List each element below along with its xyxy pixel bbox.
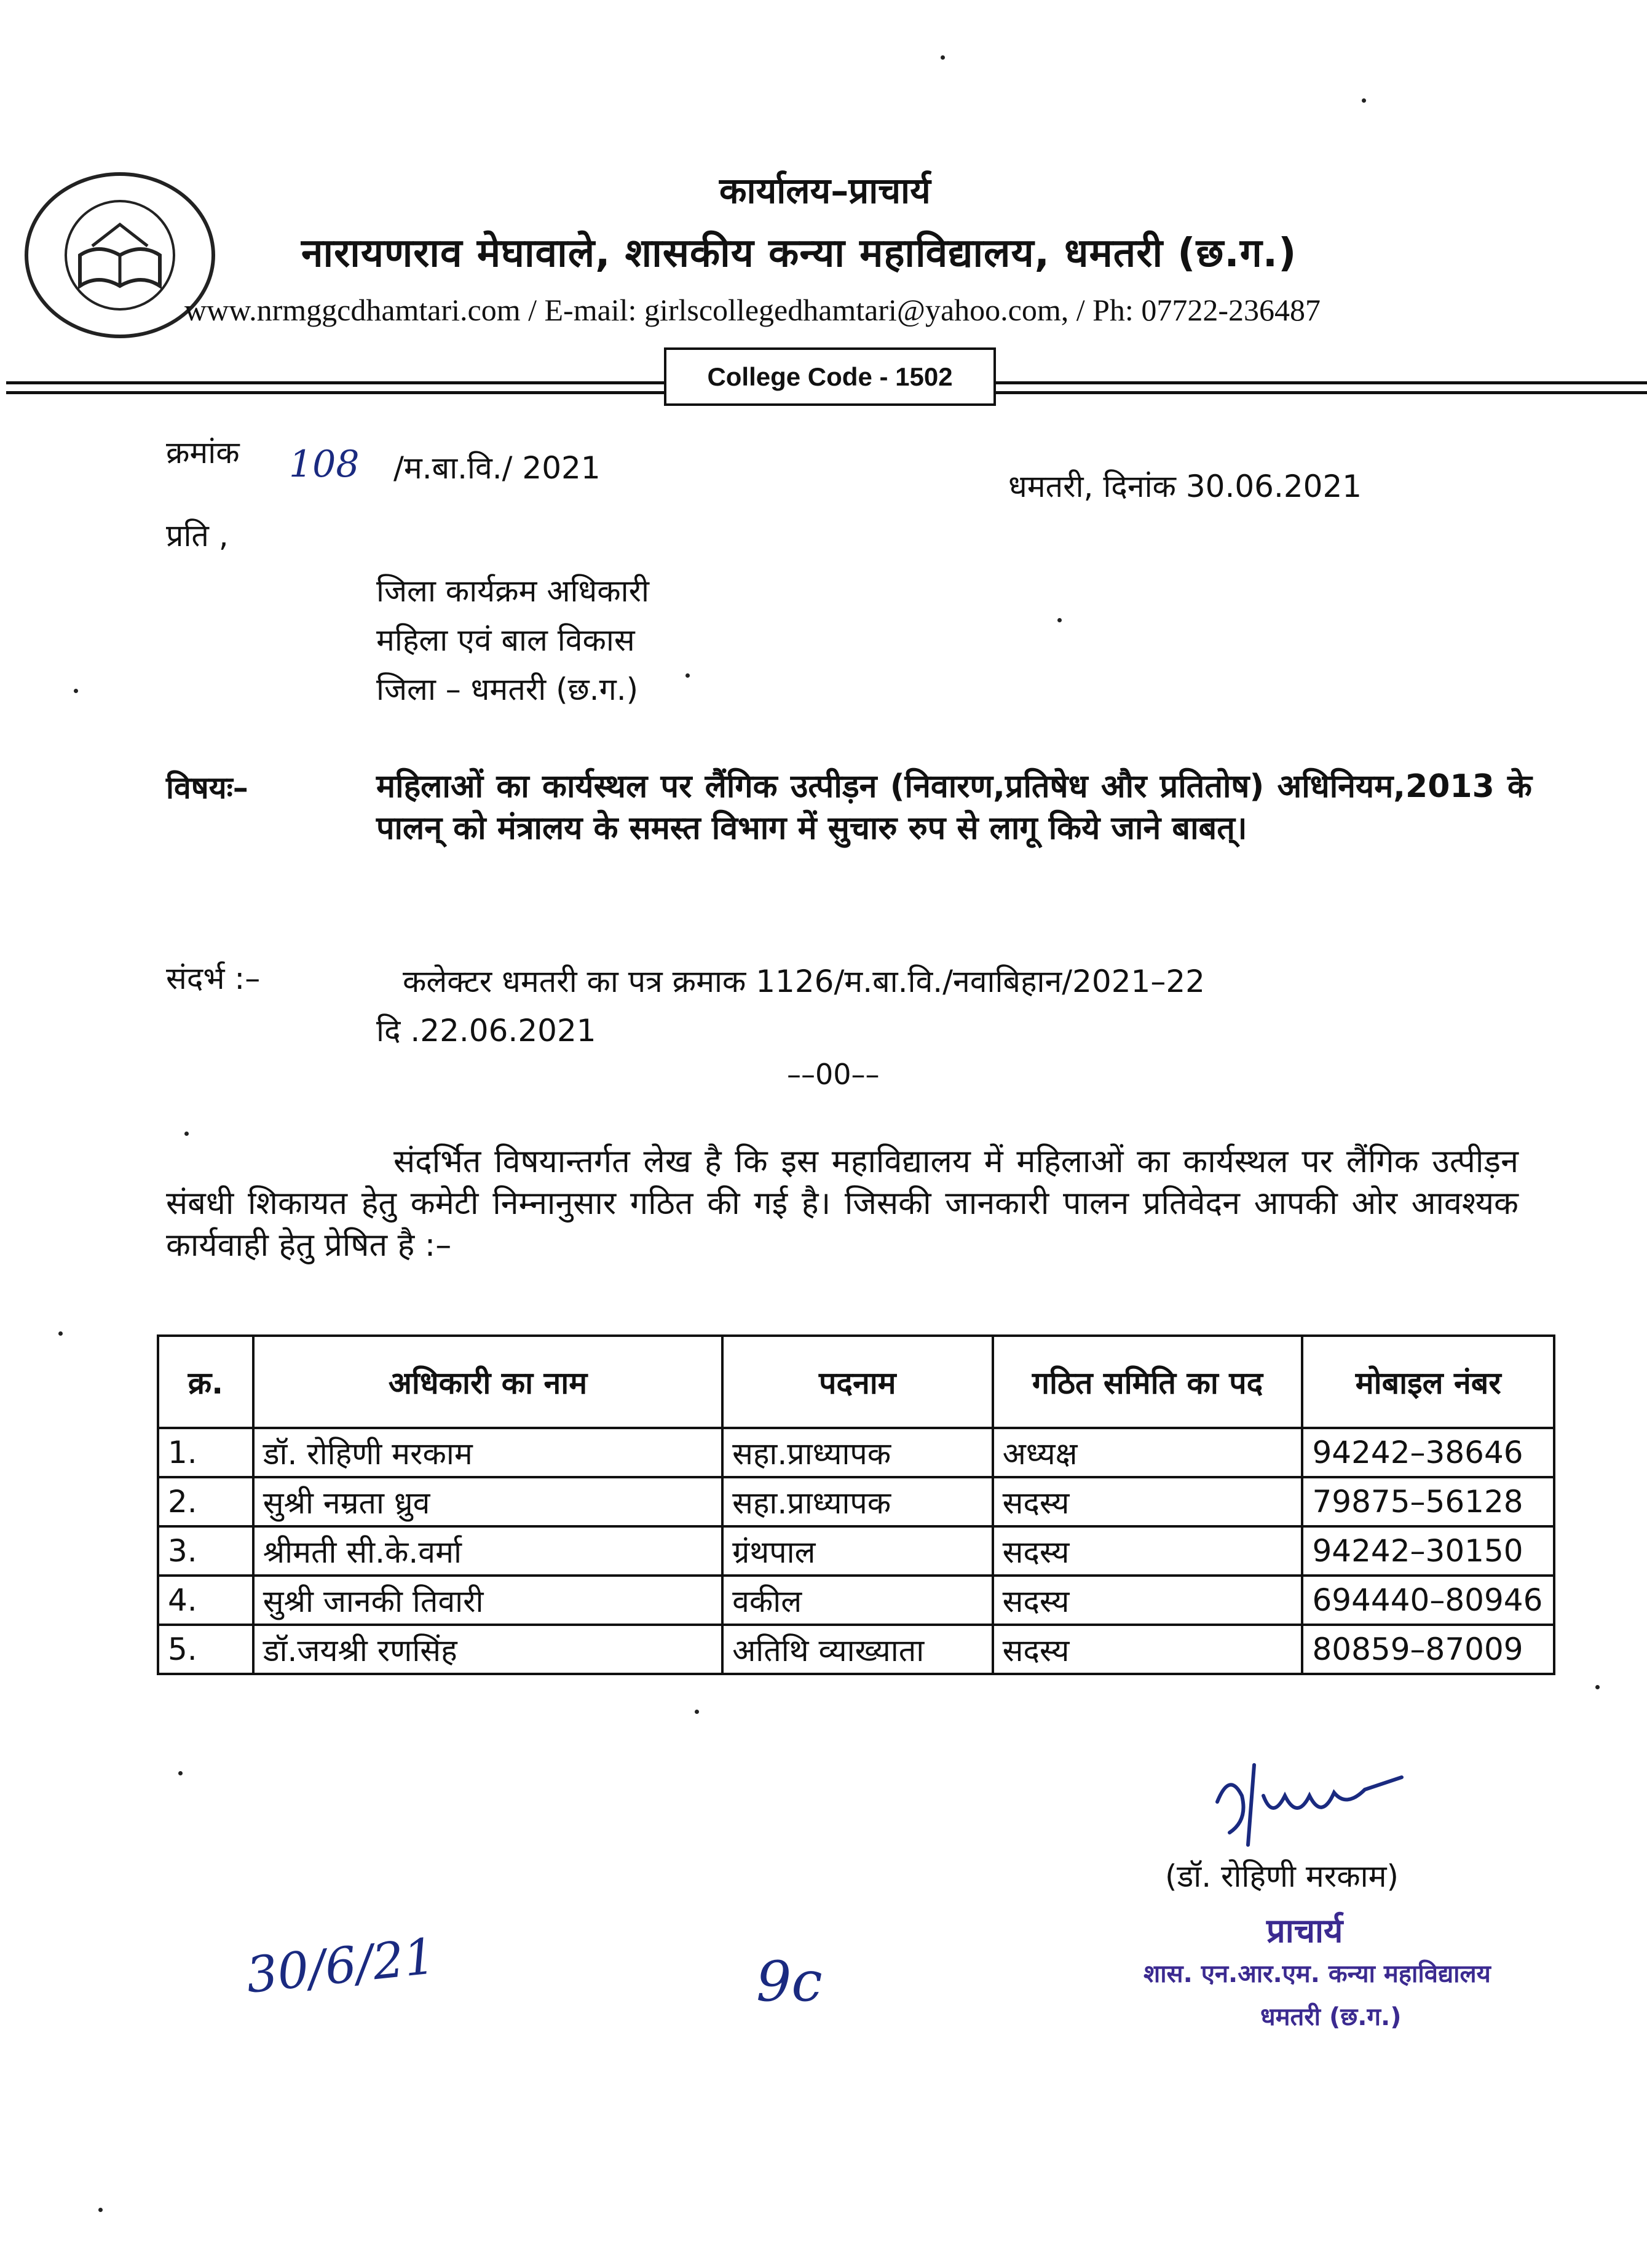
ref-suffix: /म.बा.वि./ 2021 — [393, 450, 601, 486]
header-mobile: मोबाइल नंबर — [1302, 1336, 1554, 1428]
place-date: धमतरी, दिनांक 30.06.2021 — [1008, 469, 1362, 504]
table-row — [158, 1428, 1554, 1477]
cell-designation: सहा.प्राध्यापक — [722, 1477, 993, 1526]
cell-serial: 4. — [158, 1576, 253, 1625]
cell-post: सदस्य — [993, 1477, 1303, 1526]
handwritten-signature-icon — [1205, 1759, 1414, 1851]
designation-stamp: प्राचार्य — [1266, 1911, 1343, 1950]
scan-speck — [695, 1710, 699, 1714]
ref-label: क्रमांक — [166, 435, 240, 470]
cell-post: सदस्य — [993, 1526, 1303, 1576]
scan-speck — [98, 2208, 103, 2212]
reference-line-1: कलेक्टर धमतरी का पत्र क्रमाक 1126/म.बा.वि./नवाबिहान/2021–22 — [403, 964, 1205, 999]
addressee-line-1: जिला कार्यक्रम अधिकारी — [376, 573, 649, 609]
ref-number-handwritten: 108 — [289, 443, 360, 486]
book-icon — [74, 218, 166, 292]
cell-post: सदस्य — [993, 1576, 1303, 1625]
scan-speck — [685, 673, 690, 678]
stamp-line-2: धमतरी (छ.ग.) — [1260, 2003, 1402, 2031]
separator: ––00–– — [787, 1058, 880, 1091]
signatory-name: (डॉ. रोहिणी मरकाम) — [1165, 1858, 1399, 1894]
table-row — [158, 1477, 1554, 1526]
reference-label: संदर्भ :– — [166, 961, 261, 996]
contact-line: www.nrmggcdhamtari.com / E-mail: girlscollegedhamtari@yahoo.com, / Ph: 07722-236487 — [184, 293, 1321, 327]
body-paragraph: संदर्भित विषयान्तर्गत लेख है कि इस महाविद्यालय में महिलाओं का कार्यस्थल पर लैंगिक उत्पीड़न संबधी शिकायत हेतु कमेटी निम्नानुसार गठित की गई है। जिसकी जानकारी पालन प्रतिवेदन आपकी ओर आवश्यक कार्यवाही हेतु प्रेषित है :– — [166, 1143, 1519, 1264]
header-serial: क्र. — [158, 1336, 253, 1428]
cell-designation: ग्रंथपाल — [722, 1526, 993, 1576]
office-title: कार्यालय–प्राचार्य — [719, 170, 931, 212]
table-header-row — [158, 1336, 1554, 1428]
cell-serial: 5. — [158, 1625, 253, 1674]
cell-serial: 2. — [158, 1477, 253, 1526]
received-note: 30/6/21 — [243, 1927, 438, 2004]
cell-post: अध्यक्ष — [993, 1428, 1303, 1477]
stamp-line-1: शास. एन.आर.एम. कन्या महाविद्यालय — [1143, 1960, 1491, 1988]
cell-serial: 3. — [158, 1526, 253, 1576]
college-code-box: College Code - 1502 — [664, 347, 996, 406]
header-committee-post: गठित समिति का पद — [993, 1336, 1303, 1428]
scan-speck — [58, 1331, 63, 1336]
subject-text: महिलाओं का कार्यस्थल पर लैंगिक उत्पीड़न (निवारण,प्रतिषेध और प्रतितोष) अधिनियम,2013 के पालन् को मंत्रालय के समस्त विभाग में सुचारु रुप से लागू किये जाने बाबत्। — [376, 768, 1532, 847]
cell-name: सुश्री नम्रता ध्रुव — [253, 1477, 722, 1526]
cell-name: सुश्री जानकी तिवारी — [253, 1576, 722, 1625]
cell-name: डॉ.जयश्री रणसिंह — [253, 1625, 722, 1674]
subject-label: विषयः– — [166, 770, 248, 806]
table-row — [158, 1526, 1554, 1576]
header-officer-name: अधिकारी का नाम — [253, 1336, 722, 1428]
scan-speck — [1057, 618, 1062, 622]
cell-mobile: 94242–38646 — [1302, 1428, 1554, 1477]
scan-speck — [1362, 98, 1366, 103]
initials-note: 9c — [756, 1949, 823, 2014]
scan-speck — [184, 1132, 189, 1136]
cell-mobile: 694440–80946 — [1302, 1576, 1554, 1625]
scan-speck — [941, 55, 945, 60]
cell-designation: वकील — [722, 1576, 993, 1625]
scan-speck — [1595, 1685, 1600, 1689]
committee-table — [157, 1334, 1555, 1675]
table-row — [158, 1576, 1554, 1625]
header-designation: पदनाम — [722, 1336, 993, 1428]
reference-line-2: दि .22.06.2021 — [376, 1013, 596, 1049]
scan-speck — [178, 1771, 183, 1775]
cell-name: श्रीमती सी.के.वर्मा — [253, 1526, 722, 1576]
addressee-line-3: जिला – धमतरी (छ.ग.) — [376, 672, 639, 707]
cell-mobile: 79875–56128 — [1302, 1477, 1554, 1526]
cell-post: सदस्य — [993, 1625, 1303, 1674]
cell-designation: सहा.प्राध्यापक — [722, 1428, 993, 1477]
cell-serial: 1. — [158, 1428, 253, 1477]
college-name: नारायणराव मेघावाले, शासकीय कन्या महाविद्यालय, धमतरी (छ.ग.) — [301, 231, 1297, 276]
addressee-line-2: महिला एवं बाल विकास — [376, 622, 635, 658]
scan-speck — [74, 689, 78, 693]
cell-name: डॉ. रोहिणी मरकाम — [253, 1428, 722, 1477]
table-row — [158, 1625, 1554, 1674]
cell-designation: अतिथि व्याख्याता — [722, 1625, 993, 1674]
to-label: प्रति , — [166, 518, 229, 553]
cell-mobile: 94242–30150 — [1302, 1526, 1554, 1576]
cell-mobile: 80859–87009 — [1302, 1625, 1554, 1674]
